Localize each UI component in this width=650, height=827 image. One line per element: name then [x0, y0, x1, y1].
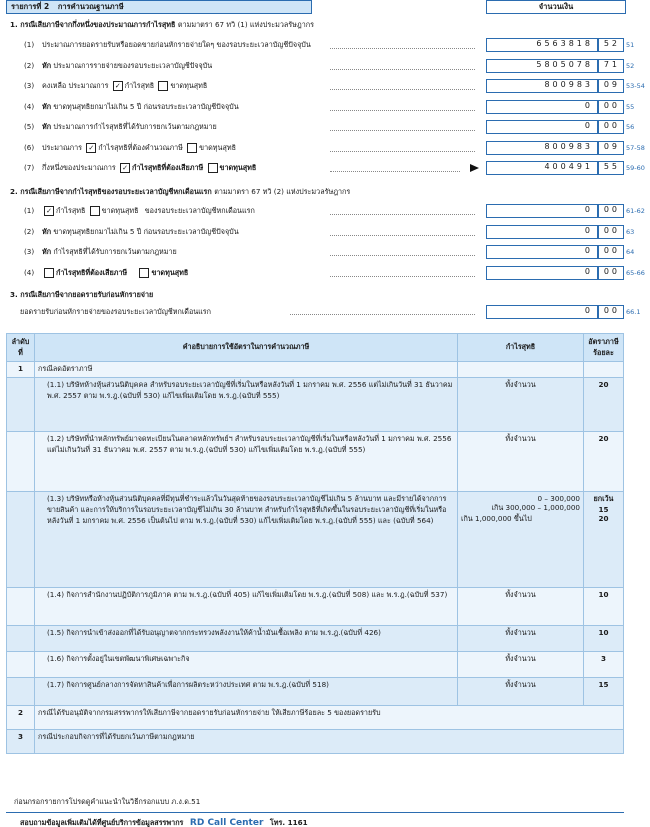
sub-row-rate: 15 [584, 678, 624, 706]
sub-row-profit: ทั้งจำนวน [458, 626, 584, 652]
sub-row-rate: 20 [584, 432, 624, 492]
leader-dots [330, 214, 475, 215]
leader-dots [330, 89, 475, 90]
checkbox[interactable] [139, 268, 149, 278]
row-description: กึ่งหนึ่งของประมาณการ ✓ กำไรสุทธิที่ต้องเสียภาษี ขาดทุนสุทธิ [42, 163, 257, 172]
amount-value: 800983 [544, 141, 593, 151]
line-ref: 55 [626, 102, 635, 111]
line-ref: 57-58 [626, 143, 645, 152]
row-number: 2 [7, 706, 35, 730]
amount-value: 800983 [544, 80, 593, 89]
arrow-icon [470, 164, 479, 172]
row-number: 3 [7, 730, 35, 754]
row-number: (2) [24, 60, 35, 70]
sub-row-label: (1.3) บริษัทหรือห้างหุ้นส่วนนิติบุคคลที่มีทุนที่ชำระแล้วในวันสุดท้ายของรอบระยะเวลาบัญชีไม่เกิน 5 ล้านบาท และมีรายได้จากการขายสินค้า และการให้บริการในรอบระยะเวลาบัญชีไม่เกิน 30 ล้านบาท สำหรับกำไรสุทธิที่เกิดขึ้นในรอบระยะเวลาบัญชีที่เริ่มในหรือหลังวันที่ 1 มกราคม พ.ศ. 2556 เป็นต้นไป ตาม พ.ร.ฎ.(ฉบับที่ 530) แก้ไขเพิ่มเติมโดย พ.ร.ฎ.(ฉบับที่ 555) และ (ฉบับที่ 564) [35, 492, 458, 588]
sub-row-rate: 10 [584, 626, 624, 652]
rate-2: 15 [598, 505, 609, 514]
leader-dots [330, 48, 475, 49]
leader-dots [330, 69, 475, 70]
amount-value: 0 [584, 100, 593, 110]
tax-rate-table [6, 333, 624, 754]
amount-value: 0 [584, 266, 593, 276]
row-number: (1) [24, 40, 35, 49]
part-title: การคำนวณฐานภาษี [57, 2, 124, 11]
line-ref: 61-62 [626, 207, 645, 215]
line-ref: 63 [626, 227, 635, 236]
row-description: กำไรสุทธิที่ต้องเสียภาษี ขาดทุนสุทธิ [42, 268, 188, 279]
leader-dots [330, 151, 475, 152]
line-ref: 52 [626, 61, 635, 70]
checkbox[interactable] [158, 81, 168, 91]
leader-dots [330, 130, 475, 131]
sub-row-profit: ทั้งจำนวน [458, 378, 584, 432]
section3-text: ยอดรายรับก่อนหักรายจ่ายของรอบระยะเวลาบัญชีหกเดือนแรก [20, 307, 212, 316]
row-text: กรณีได้รับอนุมัติจากกรมสรรพากรให้เสียภาษีจากยอดรายรับก่อนหักรายจ่าย ให้เสียภาษีร้อยละ 5 ของยอดรายรับ [35, 706, 624, 730]
section3-ref: 66.1 [626, 308, 641, 316]
checkbox[interactable] [208, 163, 218, 173]
hotline: โทร. 1161 [269, 818, 308, 827]
col-header-profit: กำไรสุทธิ [458, 334, 584, 362]
row-description: หัก ขาดทุนสุทธิยกมาไม่เกิน 5 ปี ก่อนรอบระยะเวลาบัญชีปัจจุบัน [42, 226, 239, 236]
cents-value: 00 [603, 246, 620, 255]
checkbox[interactable]: ✓ [86, 143, 96, 153]
amount-value: 0 [584, 225, 593, 235]
amount-value: 0 [584, 246, 593, 255]
section1-title: 1. กรณีเสียภาษีจากกึ่งหนึ่งของประมาณการกำไรสุทธิ ตามมาตรา 67 ทวิ (1) แห่งประมวลรัษฎากร [10, 20, 314, 29]
sub-row-label: (1.4) กิจการสำนักงานปฏิบัติการภูมิภาค ตาม พ.ร.ฎ.(ฉบับที่ 405) แก้ไขเพิ่มเติมโดย พ.ร.ฎ.(ฉบับที่ 508) และ พ.ร.ฎ.(ฉบับที่ 537) [35, 588, 458, 626]
part-header [6, 0, 312, 14]
rd-call-center: RD Call Center [189, 818, 264, 827]
line-ref: 53-54 [626, 82, 645, 90]
sub-row-profit: ทั้งจำนวน [458, 432, 584, 492]
sub-row-label: (1.6) กิจการตั้งอยู่ในเขตพัฒนาพิเศษเฉพาะกิจ [35, 652, 458, 678]
row-description: หัก ขาดทุนสุทธิยกมาไม่เกิน 5 ปี ก่อนรอบระยะเวลาบัญชีปัจจุบัน [42, 101, 239, 111]
row-number: (3) [24, 247, 35, 256]
line-ref: 51 [626, 41, 635, 49]
row-number: (4) [24, 101, 35, 111]
section3-title: 3. กรณีเสียภาษีจากยอดรายรับก่อนหักรายจ่าย [10, 290, 154, 299]
sub-row-label: (1.5) กิจการนำเข้าส่งออกที่ได้รับอนุญาตจากกระทรวงพลังงานให้ค้าน้ำมันเชื้อเพลิง ตาม พ.ร.ฎ.(ฉบับที่ 426) [35, 626, 458, 652]
row-number: (6) [24, 142, 35, 152]
checkbox[interactable] [44, 268, 54, 278]
leader-dots [330, 110, 475, 111]
footer-contact: สอบถามข้อมูลเพิ่มเติมได้ที่ศูนย์บริการข้อมูลสรรพากร RD Call Center โทร. 1161 [20, 818, 308, 827]
cents-value: 00 [603, 205, 620, 214]
row-description: หัก ประมาณการรายจ่ายของรอบระยะเวลาบัญชีปัจจุบัน [42, 60, 213, 70]
cents-value: 00 [603, 121, 620, 130]
amount-value: 5805078 [536, 59, 593, 69]
cents-value: 00 [603, 100, 620, 110]
checkbox[interactable]: ✓ [113, 81, 123, 91]
sub-row-profit: ทั้งจำนวน [458, 588, 584, 626]
row-description: หัก ประมาณการกำไรสุทธิที่ได้รับการยกเว้นตามกฎหมาย [42, 122, 217, 131]
part-label: รายการที่ 2 [11, 2, 50, 11]
amount-value: 400491 [544, 162, 593, 171]
row-description: คงเหลือ ประมาณการ ✓ กำไรสุทธิ ขาดทุนสุทธิ [42, 81, 208, 90]
sub-row-rates [584, 492, 624, 588]
leader-dots [330, 235, 475, 236]
row-number: (1) [24, 206, 35, 215]
row-description: ประมาณการยอดรายรับหรือยอดขายก่อนหักรายจ่ายใดๆ ของรอบระยะเวลาบัญชีปัจจุบัน [42, 40, 311, 49]
row-number: (5) [24, 122, 35, 131]
sub-row-label: (1.1) บริษัทห้างหุ้นส่วนนิติบุคคล สำหรับรอบระยะเวลาบัญชีที่เริ่มในหรือหลังวันที่ 1 มกราคม พ.ศ. 2556 แต่ไม่เกินวันที่ 31 ธันวาคม พ.ศ. 2557 ตาม พ.ร.ฎ.(ฉบับที่ 530) แก้ไขเพิ่มเติมโดย พ.ร.ฎ.(ฉบับที่ 555) [35, 378, 458, 432]
footer-divider [6, 812, 624, 813]
line-ref: 59-60 [626, 164, 645, 172]
row-text: กรณีลดอัตราภาษี [35, 362, 458, 378]
row-description: ประมาณการ ✓ กำไรสุทธิที่ต้องคำนวณภาษี ขาดทุนสุทธิ [42, 142, 236, 152]
col-header-desc: คำอธิบายการใช้อัตราในการคำนวณภาษี [35, 334, 458, 362]
leader-dots [330, 255, 475, 256]
row-number: (4) [24, 267, 35, 277]
row-number: (7) [24, 163, 35, 172]
section3-amount: 0 [584, 306, 593, 315]
cents-value: 55 [603, 162, 620, 171]
row-text: กรณีประกอบกิจการที่ได้รับยกเว้นภาษีตามกฎหมาย [35, 730, 624, 754]
checkbox[interactable] [90, 206, 100, 216]
amount-value: 6563818 [536, 39, 593, 48]
section2-title: 2. กรณีเสียภาษีจากกำไรสุทธิของรอบระยะเวลาบัญชีหกเดือนแรก ตามมาตรา 67 ทวิ (2) แห่งประมวลรัษฎากร [10, 187, 351, 196]
row-number: (2) [24, 226, 35, 236]
rate-3: 20 [598, 514, 609, 523]
section3-leader [290, 314, 475, 315]
line-ref: 65-66 [626, 268, 645, 277]
sub-row-rate: 10 [584, 588, 624, 626]
col-header-no: ลำดับที่ [7, 334, 35, 362]
sub-row-profit: ทั้งจำนวน [458, 652, 584, 678]
section3-cents: 00 [603, 306, 620, 315]
row-number: (3) [24, 81, 35, 90]
cents-value: 09 [603, 80, 620, 89]
sub-row-rate: 20 [584, 378, 624, 432]
sub-row-label: (1.2) บริษัทที่นำหลักทรัพย์มาจดทะเบียนในตลาดหลักทรัพย์ฯ สำหรับรอบระยะเวลาบัญชีที่เริ่มในหรือหลังวันที่ 1 มกราคม พ.ศ. 2556 แต่ไม่เกินวันที่ 31 ธันวาคม พ.ศ. 2557 ตาม พ.ร.ฎ.(ฉบับที่ 530) แก้ไขเพิ่มเติมโดย พ.ร.ฎ.(ฉบับที่ 555) [35, 432, 458, 492]
bracket-2: เกิน 300,000 – 1,000,000 [491, 503, 580, 512]
cents-value: 00 [603, 225, 620, 235]
sub-row-profit-brackets [458, 492, 584, 588]
cents-value: 52 [603, 39, 620, 48]
checkbox[interactable]: ✓ [120, 163, 130, 173]
checkbox[interactable] [187, 143, 197, 153]
row-description: หัก กำไรสุทธิที่ได้รับการยกเว้นตามกฎหมาย [42, 247, 177, 256]
rate-1: ยกเว้น [593, 494, 614, 503]
sub-row-label: (1.7) กิจการศูนย์กลางการจัดหาสินค้าเพื่อการผลิตระหว่างประเทศ ตาม พ.ร.ฎ.(ฉบับที่ 518) [35, 678, 458, 706]
amount-value: 0 [584, 121, 593, 130]
leader-dots [330, 171, 460, 172]
checkbox[interactable]: ✓ [44, 206, 54, 216]
row-number: 1 [7, 362, 35, 378]
cents-value: 71 [603, 59, 620, 69]
cents-value: 00 [603, 266, 620, 276]
unit-label: จำนวนเงิน [486, 0, 626, 14]
footer-note: ก่อนกรอกรายการโปรดดูคำแนะนำในวิธีกรอกแบบ ภ.ง.ด.51 [14, 797, 201, 806]
row-description: ✓ กำไรสุทธิ ขาดทุนสุทธิ ของรอบระยะเวลาบัญชีหกเดือนแรก [42, 206, 255, 217]
line-ref: 56 [626, 123, 635, 131]
bracket-1: 0 – 300,000 [537, 494, 580, 503]
cents-value: 09 [603, 141, 620, 151]
line-ref: 64 [626, 248, 635, 256]
sub-row-profit: ทั้งจำนวน [458, 678, 584, 706]
bracket-3: เกิน 1,000,000 ขึ้นไป [461, 514, 532, 523]
leader-dots [330, 276, 475, 277]
amount-value: 0 [584, 205, 593, 214]
sub-row-rate: 3 [584, 652, 624, 678]
col-header-rate: อัตราภาษีร้อยละ [584, 334, 624, 362]
